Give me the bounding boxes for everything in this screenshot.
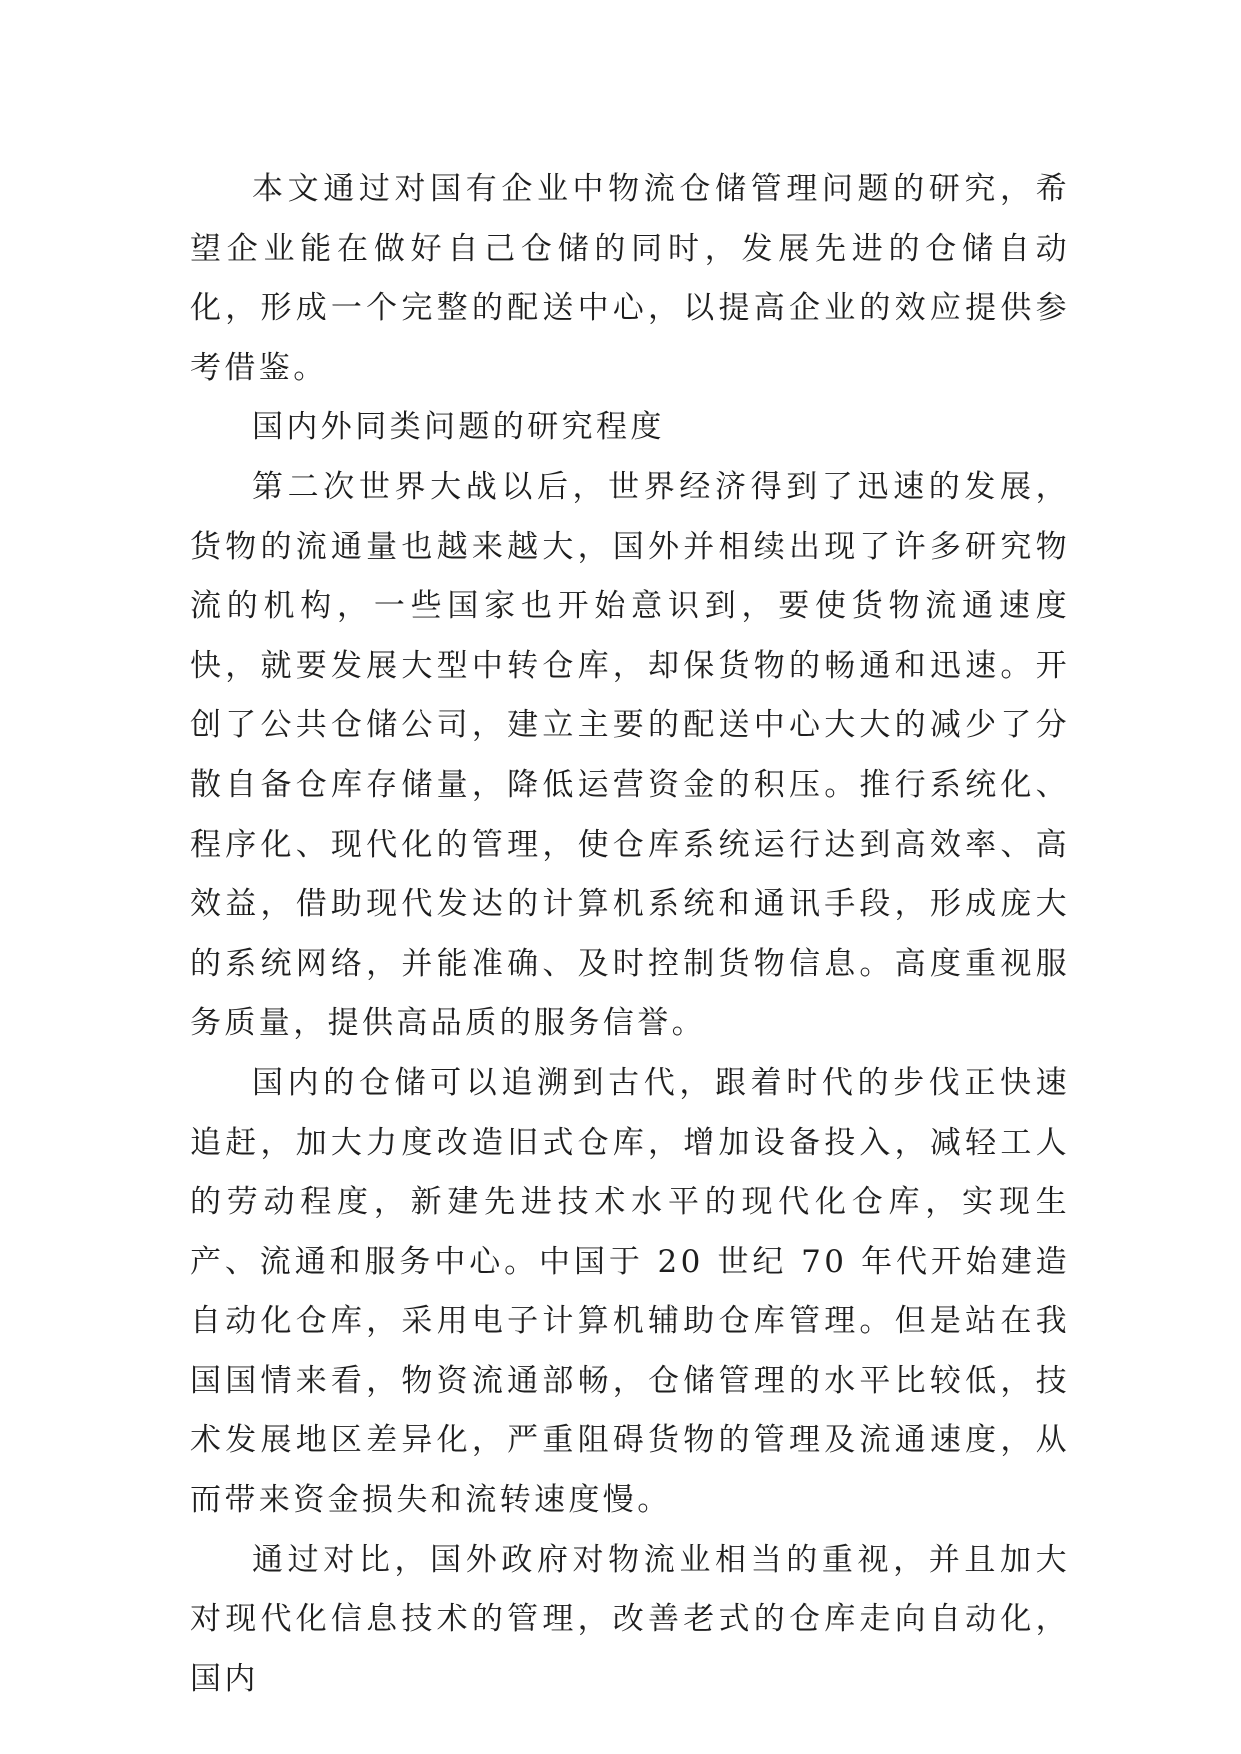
paragraph-comparison: 通过对比，国外政府对物流业相当的重视，并且加大对现代化信息技术的管理，改善老式的仓库走向自动化，国内 bbox=[190, 1541, 1070, 1697]
paragraph-domestic-research: 国内的仓储可以追溯到古代，跟着时代的步伐正快速追赶，加大力度改造旧式仓库，增加设备投入，减轻工人的劳动程度，新建先进技术水平的现代化仓库，实现生产、流通和服务中心。中国于 20 世纪 70 年代开始建造自动化仓库，采用电子计算机辅助仓库管理。但是站在我国国情来看，物资流通部畅，仓储管理的水平比较低，技术发展地区差异化，严重阻碍货物的管理及流通速度，从而带来资金损失和流转速度慢。 bbox=[190, 1064, 1070, 1519]
section-heading: 国内外同类问题的研究程度 bbox=[252, 409, 665, 446]
document-body bbox=[190, 160, 1070, 1709]
paragraph-intro: 本文通过对国有企业中物流仓储管理问题的研究，希望企业能在做好自己仓储的同时，发展先进的仓储自动化，形成一个完整的配送中心，以提高企业的效应提供参考借鉴。 bbox=[190, 171, 1070, 386]
paragraph-foreign-research: 第二次世界大战以后，世界经济得到了迅速的发展，货物的流通量也越来越大，国外并相续出现了许多研究物流的机构，一些国家也开始意识到，要使货物流通速度快，就要发展大型中转仓库，却保货物的畅通和迅速。开创了公共仓储公司，建立主要的配送中心大大的减少了分散自备仓库存储量，降低运营资金的积压。推行系统化、程序化、现代化的管理，使仓库系统运行达到高效率、高效益，借助现代发达的计算机系统和通讯手段，形成庞大的系统网络，并能准确、及时控制货物信息。高度重视服务质量，提供高品质的服务信誉。 bbox=[190, 468, 1070, 1042]
